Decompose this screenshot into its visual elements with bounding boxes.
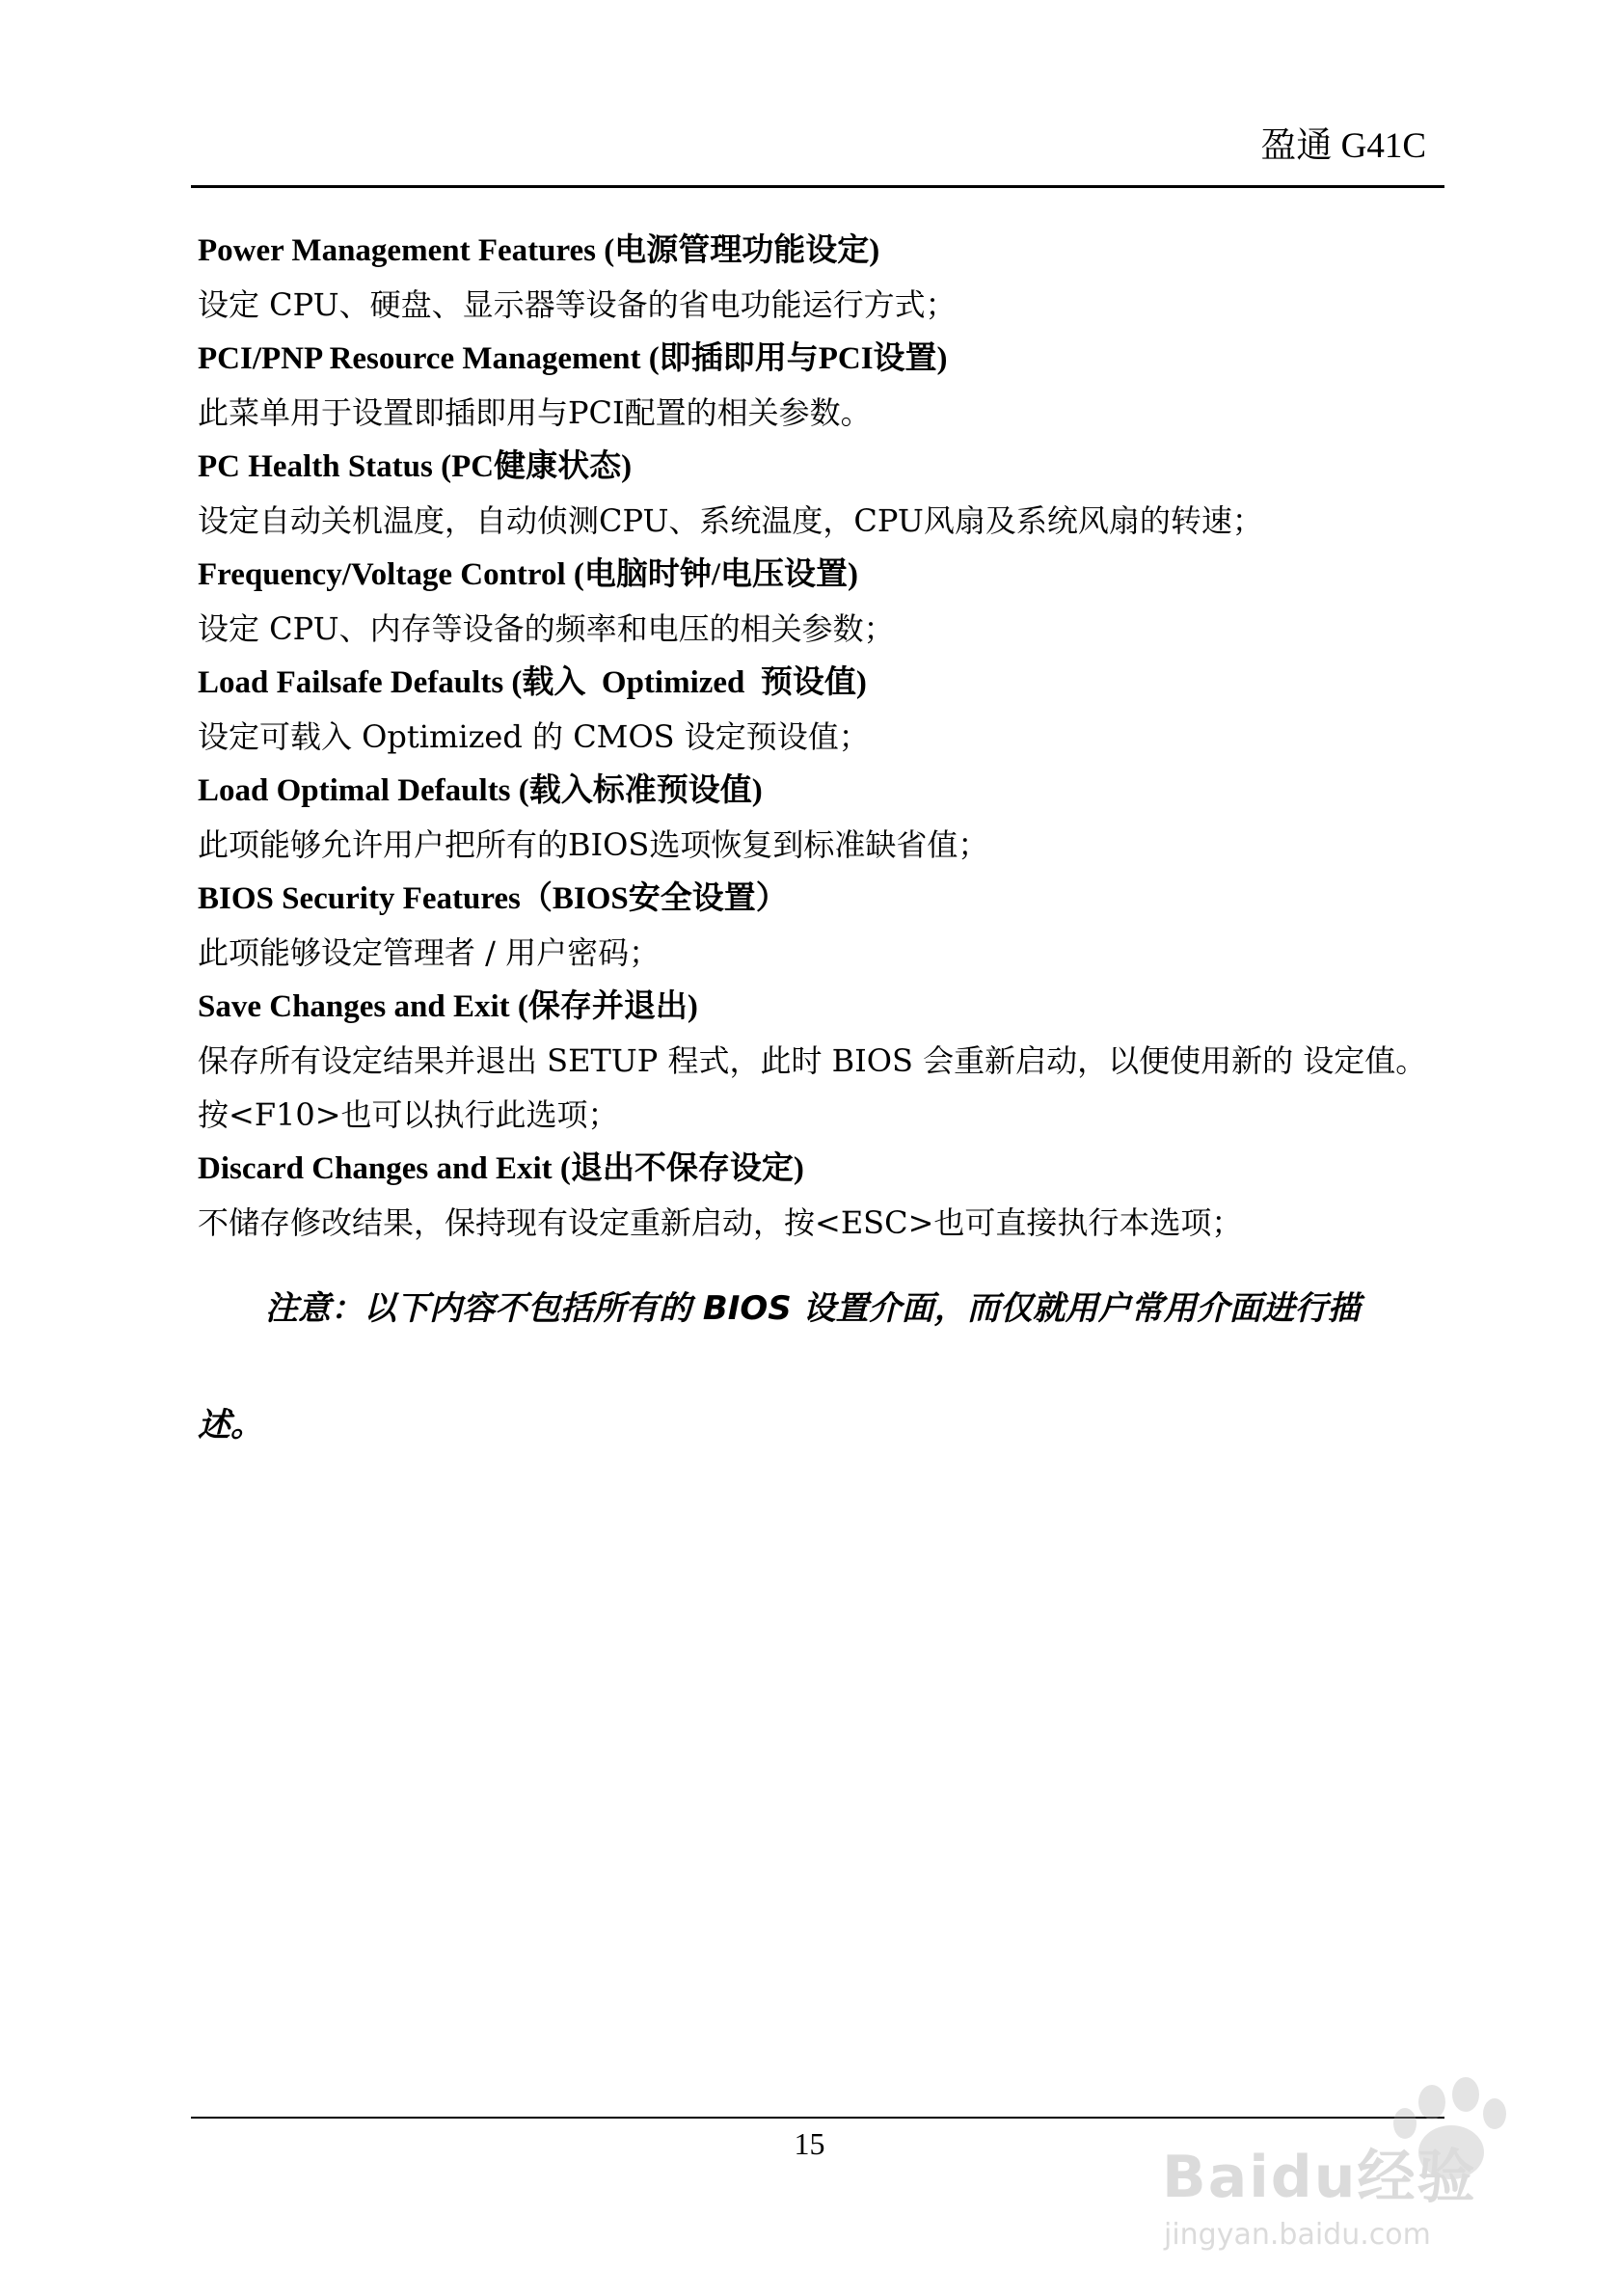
watermark-url: jingyan.baidu.com xyxy=(1164,2218,1431,2252)
note-text: 注意：以下内容不包括所有的 BIOS 设置介面，而仅就用户常用介面进行描 xyxy=(265,1289,1361,1328)
entry-bios-security xyxy=(198,872,1442,980)
content xyxy=(198,224,1442,1250)
entry-desc: 设定 CPU、硬盘、显示器等设备的省电功能运行方式； xyxy=(198,286,957,323)
entry-desc: 设定可载入 Optimized 的 CMOS 设定预设值； xyxy=(198,718,870,755)
entry-discard-exit xyxy=(198,1142,1442,1250)
entry-pc-health xyxy=(198,440,1442,548)
entry-title: Save Changes and Exit (保存并退出) xyxy=(198,989,698,1024)
entry-desc: 设定 CPU、内存等设备的频率和电压的相关参数； xyxy=(198,610,895,647)
entry-desc: 此菜单用于设置即插即用与PCI配置的相关参数。 xyxy=(198,394,872,431)
entry-title: Discard Changes and Exit (退出不保存设定) xyxy=(198,1151,804,1186)
entry-title: Load Failsafe Defaults (载入 Optimized 预设值) xyxy=(198,665,867,700)
page-number: 15 xyxy=(794,2126,825,2161)
entry-power-management xyxy=(198,224,1442,332)
entry-save-exit xyxy=(198,980,1442,1142)
entry-title: Frequency/Voltage Control (电脑时钟/电压设置) xyxy=(198,557,859,592)
entry-load-optimal xyxy=(198,764,1442,872)
entry-desc: 此项能够允许用户把所有的BIOS选项恢复到标准缺省值； xyxy=(198,826,989,863)
entry-desc: 设定自动关机温度，自动侦测CPU、系统温度，CPU风扇及系统风扇的转速； xyxy=(198,502,1263,539)
note-continuation: 述。 xyxy=(198,1406,263,1445)
watermark xyxy=(1143,2073,1528,2276)
entry-load-failsafe xyxy=(198,656,1442,764)
entry-pci-pnp xyxy=(198,332,1442,440)
entry-title: BIOS Security Features（BIOS安全设置） xyxy=(198,881,788,916)
entry-title: PCI/PNP Resource Management (即插即用与PCI设置) xyxy=(198,341,948,376)
watermark-brand: Baidu经验 xyxy=(1162,2144,1477,2211)
entry-frequency-voltage xyxy=(198,548,1442,656)
entry-title: Load Optimal Defaults (载入标准预设值) xyxy=(198,773,763,808)
header-rule xyxy=(191,185,1444,188)
entry-title: PC Health Status (PC健康状态) xyxy=(198,449,633,484)
header-title: 盈通 G41C xyxy=(1260,126,1426,166)
entry-title: Power Management Features (电源管理功能设定) xyxy=(198,233,880,268)
entry-desc: 不储存修改结果，保持现有设定重新启动，按<ESC>也可直接执行本选项； xyxy=(198,1204,1243,1241)
entry-desc: 保存所有设定结果并退出 SETUP 程式，此时 BIOS 会重新启动，以便使用新的 设定值。按<F10>也可以执行此选项； xyxy=(198,1042,1427,1133)
entry-desc: 此项能够设定管理者 / 用户密码； xyxy=(198,934,661,971)
